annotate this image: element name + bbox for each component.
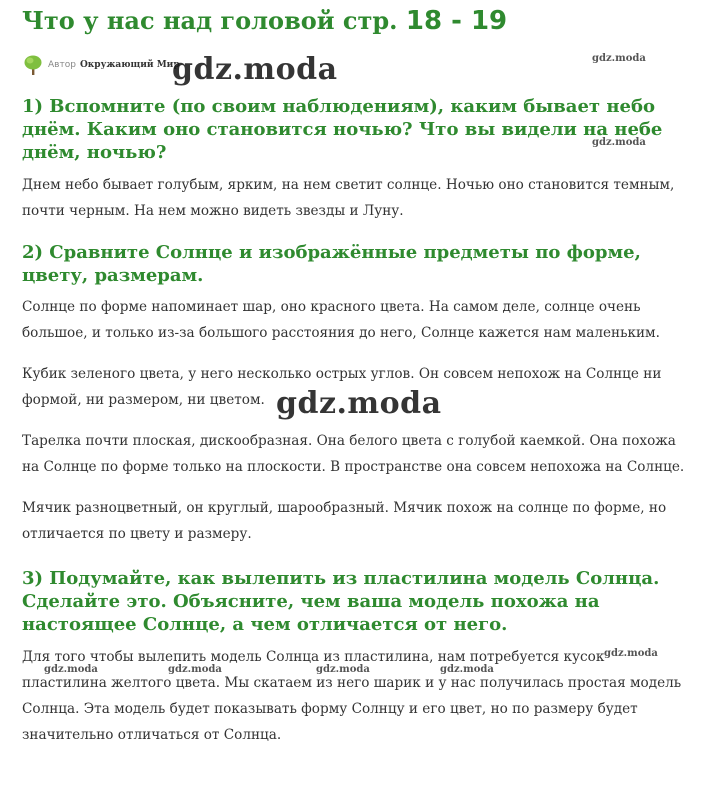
answer-2-4: Мячик разноцветный, он круглый, шарообразный. Мячик похож на солнце по форме, но отличается по цвету и размеру. (22, 500, 667, 542)
answer-2-2: Кубик зеленого цвета, у него несколько острых углов. Он совсем непохож на Солнце ни формой, ни размером, ни цветом. (22, 366, 662, 408)
question-3: 3) Подумайте, как вылепить из пластилина модель Солнца. Сделайте это. Объясните, чем ваша модель похожа на настоящее Солнце, а чем отличается от него. (22, 568, 660, 635)
watermark-small: gdz.moda (592, 53, 646, 64)
question-1: 1) Вспомните (по своим наблюдениям), каким бывает небо днём. Каким оно становится ночью? Что вы видели на небе днём, ночью? (22, 96, 663, 163)
answer-3-1: Для того чтобы вылепить модель Солнца из пластилина, нам потребуется кусок пластилина желтого цвета. Мы скатаем из него шарик и у нас получилась простая модель Солнца. Эта модель будет показывать форму Солнцу и его цвет, но по размеру будет значительно отличаться от Солнца. (22, 649, 682, 743)
watermark-small: gdz.moda (168, 664, 222, 675)
page-numbers: 18 - 19 (405, 6, 508, 36)
watermark-large: gdz.moda (172, 52, 338, 87)
page-title-text: Что у нас над головой стр. (22, 6, 398, 35)
question-2: 2) Сравните Солнце и изображённые предметы по форме, цвету, размерам. (22, 242, 641, 286)
tree-icon (22, 54, 44, 76)
watermark-small: gdz.moda (316, 664, 370, 675)
answer-2-1: Солнце по форме напоминает шар, оно красного цвета. На самом деле, солнце очень большое, и только из-за большого расстояния до него, Солнце кажется нам маленьким. (22, 299, 660, 341)
watermark-small: gdz.moda (592, 137, 646, 148)
answer-2-3: Тарелка почти плоская, дискообразная. Она белого цвета с голубой каемкой. Она похожа на Солнце по форме только на плоскости. В пространстве она совсем непохожа на Солнце. (22, 433, 685, 475)
watermark-large: gdz.moda (276, 386, 442, 421)
watermark-small: gdz.moda (440, 664, 494, 675)
answer-1-1: Днем небо бывает голубым, ярким, на нем светит солнце. Ночью оно становится темным, почти черным. На нем можно видеть звезды и Луну. (22, 177, 675, 219)
watermark-small: gdz.moda (44, 664, 98, 675)
page-title (22, 6, 507, 36)
author-label: Автор (48, 60, 76, 70)
watermark-small: gdz.moda (604, 648, 658, 659)
author-meta (22, 54, 180, 76)
author-link[interactable]: Окружающий Мир (79, 60, 180, 70)
